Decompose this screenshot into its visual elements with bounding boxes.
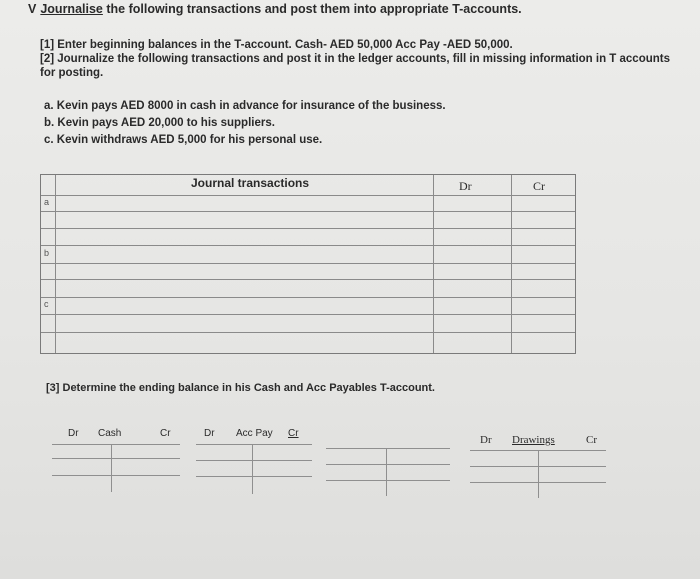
dr-column-divider bbox=[433, 175, 434, 353]
journal-row-line bbox=[41, 279, 575, 280]
cr-column-divider bbox=[511, 175, 512, 353]
heading-prefix: V bbox=[28, 2, 37, 16]
instruction-2: [2] Journalize the following transactions and post it in the ledger accounts, fill in missing information in T accounts for posting. bbox=[40, 53, 671, 79]
dr-header: Dr bbox=[459, 179, 472, 193]
cash-t-line bbox=[52, 475, 180, 476]
journal-row-line bbox=[41, 195, 575, 196]
cash-t-top bbox=[52, 444, 180, 445]
accpay-cr-label: Cr bbox=[288, 428, 299, 439]
accpay-dr-label: Dr bbox=[204, 428, 215, 439]
accpay-account-name: Acc Pay bbox=[236, 428, 273, 439]
worksheet-heading bbox=[28, 2, 522, 16]
heading-rest: the following transactions and post them into appropriate T-accounts. bbox=[102, 2, 522, 16]
transaction-c: c. Kevin withdraws AED 5,000 for his personal use. bbox=[44, 134, 323, 146]
row-label-a: a bbox=[44, 197, 50, 207]
cash-dr-label: Dr bbox=[68, 428, 79, 439]
blank-t-line bbox=[326, 480, 450, 481]
accpay-t-line bbox=[196, 476, 312, 477]
transaction-list bbox=[44, 98, 446, 149]
transaction-a: a. Kevin pays AED 8000 in cash in advance for insurance of the business. bbox=[44, 100, 446, 112]
instruction-1: [1] Enter beginning balances in the T-account. Cash- AED 50,000 Acc Pay -AED 50,000. bbox=[40, 39, 513, 51]
accpay-t-line bbox=[196, 460, 312, 461]
accpay-t-stem bbox=[252, 444, 253, 494]
journal-table bbox=[40, 174, 576, 354]
accpay-t-top bbox=[196, 444, 312, 445]
instruction-3: [3] Determine the ending balance in his Cash and Acc Payables T-account. bbox=[46, 382, 435, 394]
journal-row-line bbox=[41, 332, 575, 333]
journal-row-line bbox=[41, 245, 575, 246]
journal-row-line bbox=[41, 314, 575, 315]
row-label-b: b bbox=[44, 248, 50, 258]
journal-title: Journal transactions bbox=[191, 176, 310, 190]
cash-t-line bbox=[52, 458, 180, 459]
cash-cr-label: Cr bbox=[160, 428, 171, 439]
drawings-t-stem bbox=[538, 450, 539, 498]
row-label-c: c bbox=[44, 299, 49, 309]
journal-row-line bbox=[41, 211, 575, 212]
drawings-account-name: Drawings bbox=[512, 434, 555, 446]
drawings-cr-label: Cr bbox=[586, 434, 597, 446]
blank-t-line bbox=[326, 464, 450, 465]
journal-row-line bbox=[41, 228, 575, 229]
blank-t-top bbox=[326, 448, 450, 449]
cr-header: Cr bbox=[533, 179, 545, 193]
transaction-b: b. Kevin pays AED 20,000 to his suppliers. bbox=[44, 117, 275, 129]
blank-t-stem bbox=[386, 448, 387, 496]
journal-row-line bbox=[41, 263, 575, 264]
row-label-divider bbox=[55, 175, 56, 353]
drawings-dr-label: Dr bbox=[480, 434, 492, 446]
heading-underlined: Journalise bbox=[40, 2, 103, 16]
journal-row-line bbox=[41, 297, 575, 298]
cash-t-stem bbox=[111, 444, 112, 492]
cash-account-name: Cash bbox=[98, 428, 122, 439]
